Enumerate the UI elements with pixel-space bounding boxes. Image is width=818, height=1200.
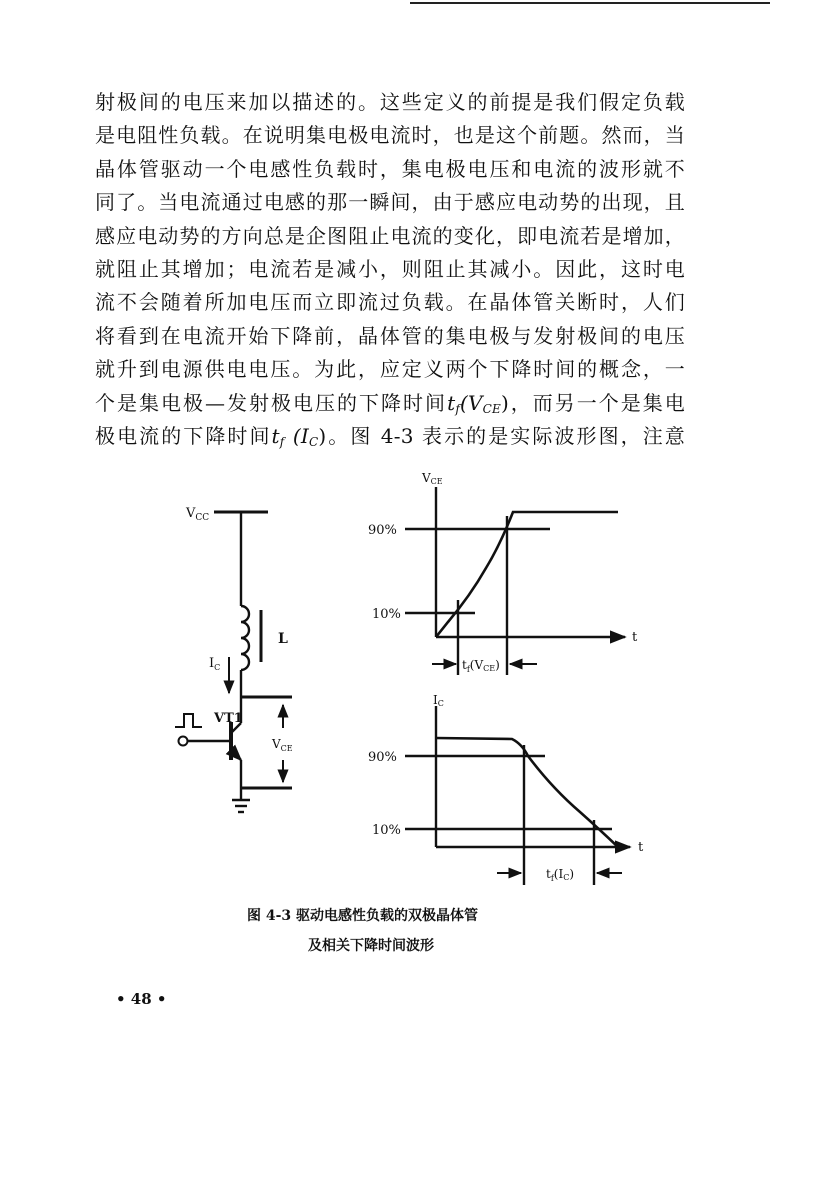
circuit-diagram xyxy=(175,512,292,812)
text-line: 射极间的电压来加以描述的。这些定义的前提是我们假定负载 xyxy=(95,90,685,114)
inductor-coil xyxy=(241,606,249,670)
ic-interval-label: $t_f(IC)$ xyxy=(546,867,575,883)
input-terminal xyxy=(179,737,188,746)
vce-label: $V_{CE}$ xyxy=(272,737,293,753)
vce-axis-label: VCE xyxy=(422,471,443,486)
figure-caption-line1: 图 4-3 驱动电感性负载的双极晶体管 xyxy=(247,908,479,924)
text-line: 流不会随着所加电压而立即流过负载。在晶体管关断时，人们 xyxy=(95,290,685,315)
symbol-sub: f xyxy=(279,434,285,449)
text-line: 同了。当电流通过电感的那一瞬间，由于感应电动势的出现，且 xyxy=(95,190,685,215)
vce-waveform xyxy=(436,512,618,637)
transistor-label: VT1 xyxy=(214,711,243,726)
page-number: • 48 • xyxy=(116,990,167,1008)
ic-waveform-plot xyxy=(405,706,630,885)
symbol-sub: C xyxy=(308,434,319,449)
ic-waveform xyxy=(436,738,618,847)
text-line: 就升到电源供电电压。为此，应定义两个下降时间的概念，一 xyxy=(95,357,685,382)
symbol-sub: CE xyxy=(482,401,501,416)
text-line: 是电阻性负载。在说明集电极电流时，也是这个前题。然而，当 xyxy=(95,123,685,148)
vce-interval-label: $t_f(VCE)$ xyxy=(462,658,500,674)
symbol-paren: (V xyxy=(459,390,483,415)
text-segment: )。图 4-3 表示的是实际波形图，注意 xyxy=(318,423,685,448)
text-segment: 极电流的下降时间 xyxy=(95,423,272,448)
input-pulse-icon xyxy=(175,714,202,727)
vce-waveform-plot xyxy=(405,487,625,675)
vcc-label: $V_{CC}$ xyxy=(186,506,210,523)
text-line: 就阻止其增加；电流若是减小，则阻止其减小。因此，这时电 xyxy=(95,256,685,281)
text-segment: )，而另一个是集电 xyxy=(500,390,685,415)
vce-90-label: 90% xyxy=(368,523,397,538)
vce-time-label: t xyxy=(632,630,638,645)
inductor-label: L xyxy=(278,631,288,647)
current-label: $I_C$ xyxy=(209,656,221,672)
text-line: 将看到在电流开始下降前，晶体管的集电极与发射极间的电压 xyxy=(95,323,685,348)
ic-10-label: 10% xyxy=(372,823,401,838)
symbol-t: t xyxy=(447,390,456,415)
ic-time-label: t xyxy=(638,840,644,855)
text-line: 晶体管驱动一个电感性负载时，集电极电压和电流的波形就不 xyxy=(95,156,685,181)
ic-90-label: 90% xyxy=(368,750,397,765)
symbol-t: t xyxy=(271,423,280,448)
symbol-sub: f xyxy=(455,401,460,416)
figure-caption-line2: 及相关下降时间波形 xyxy=(308,938,434,954)
text-segment: 个是集电极—发射极电压的下降时间 xyxy=(95,390,448,415)
symbol-paren: (I xyxy=(284,423,309,448)
vce-10-label: 10% xyxy=(372,607,401,622)
text-line: 感应电动势的方向总是企图阻止电流的变化，即电流若是增加， xyxy=(95,223,685,248)
ic-axis-label: IC xyxy=(433,693,444,708)
